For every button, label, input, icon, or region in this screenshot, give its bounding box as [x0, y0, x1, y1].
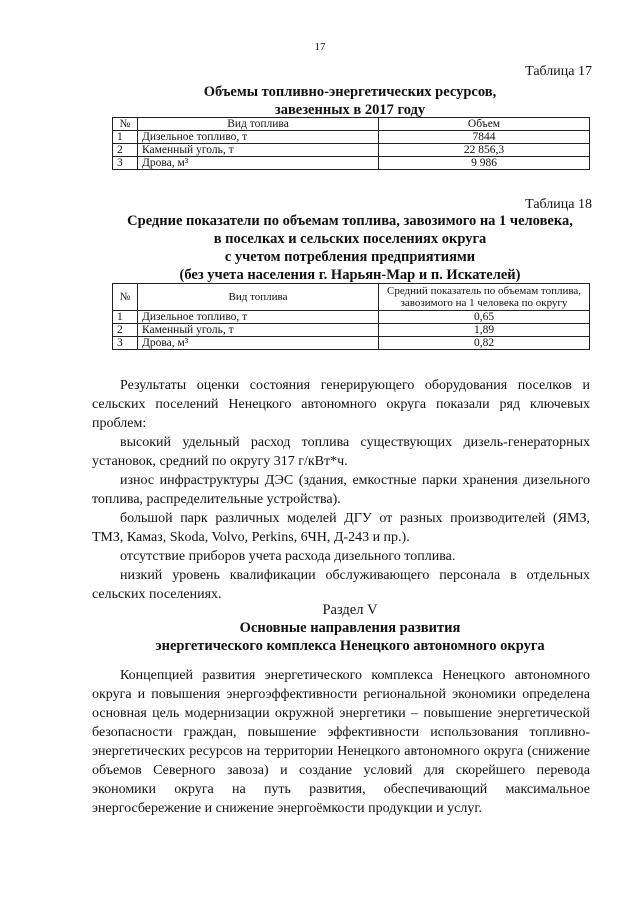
- table18-cell-name: Дрова, м³: [138, 337, 379, 350]
- section-paragraph: Концепцией развития энергетического комплекса Ненецкого автономного округа и повышения энергоэффективности региональной экономики определена основная цель модернизации окружной энергетики – повышение энергетической безопасности граждан, повышение эффективности использования топливно-энергетических ресурсов на территории Ненецкого автономного округа (снижение объемов Северного завоза) и создание условий для скорейшего перевода экономики округа на путь развития, обеспечивающий максимальное энергосбережение и снижение энергоёмкости продукции и услуг.: [92, 668, 590, 816]
- table17-header-volume: Объем: [379, 118, 590, 131]
- table18-cell-num: 3: [113, 337, 138, 350]
- table18-cell-value: 1,89: [379, 324, 590, 337]
- assessment-item: высокий удельный расход топлива существующих дизель-генераторных установок, средний по округу 317 г/кВт*ч.: [92, 435, 590, 469]
- table17-header-num: №: [113, 118, 138, 131]
- table18-cell-name: Каменный уголь, т: [138, 324, 379, 337]
- table17-cell-num: 1: [113, 131, 138, 144]
- table17-cell-value: 7844: [379, 131, 590, 144]
- table-row: [113, 131, 590, 144]
- table-row: [113, 157, 590, 170]
- table17-title-line2: завезенных в 2017 году: [274, 102, 426, 118]
- table17-title-line1: Объемы топливно-энергетических ресурсов,: [203, 84, 497, 100]
- table17-cell-name: Дрова, м³: [138, 157, 379, 170]
- assessment-item: отсутствие приборов учета расхода дизельного топлива.: [120, 549, 456, 564]
- table17-cell-value: 9 986: [379, 157, 590, 170]
- table18-cell-value: 0,65: [379, 311, 590, 324]
- table18-header-num: №: [113, 284, 138, 311]
- table17-cell-value: 22 856,3: [379, 144, 590, 157]
- assessment-item: износ инфраструктуры ДЭС (здания, емкостные парки хранения дизельного топлива, распределительные устройства).: [92, 473, 590, 507]
- table18-title-line4: (без учета населения г. Нарьян-Мар и п. Искателей): [179, 267, 521, 283]
- table18-title-line1: Средние показатели по объемам топлива, завозимого на 1 человека,: [127, 213, 573, 229]
- assessment-item: низкий уровень квалификации обслуживающего персонала в отдельных сельских поселениях.: [92, 568, 590, 602]
- table18-title: [110, 212, 590, 284]
- table17-cell-name: Каменный уголь, т: [138, 144, 379, 157]
- table17-cell-num: 3: [113, 157, 138, 170]
- table18-cell-num: 1: [113, 311, 138, 324]
- table18-cell-name: Дизельное топливо, т: [138, 311, 379, 324]
- table-row: [113, 144, 590, 157]
- table17-header-row: [113, 118, 590, 131]
- table-row: [113, 324, 590, 337]
- page-number: 17: [314, 41, 326, 53]
- section-title-line2: энергетического комплекса Ненецкого автономного округа: [155, 638, 545, 654]
- table17-title: [110, 83, 590, 119]
- table18: [112, 283, 590, 350]
- table18-title-line2: в поселках и сельских поселениях округа: [213, 231, 487, 247]
- table18-cell-value: 0,82: [379, 337, 590, 350]
- table18-header-type: Вид топлива: [138, 284, 379, 311]
- section-heading: Раздел V: [322, 602, 378, 618]
- table17: [112, 117, 590, 170]
- table-row: [113, 311, 590, 324]
- section-title: [110, 619, 590, 655]
- assessment-intro: Результаты оценки состояния генерирующего оборудования поселков и сельских поселений Ненецкого автономного округа показали ряд ключевых проблем:: [92, 378, 590, 431]
- table-row: [113, 337, 590, 350]
- assessment-item: большой парк различных моделей ДГУ от разных производителей (ЯМЗ, ТМЗ, Камаз, Skoda, Volvo, Perkins, 6ЧН, Д-243 и пр.).: [92, 511, 590, 545]
- assessment-block: [92, 376, 590, 604]
- table18-header-row: [113, 284, 590, 311]
- table18-title-line3: с учетом потребления предприятиями: [224, 249, 476, 265]
- table17-label: Таблица 17: [525, 64, 592, 79]
- table17-cell-num: 2: [113, 144, 138, 157]
- table18-cell-num: 2: [113, 324, 138, 337]
- table18-label: Таблица 18: [525, 197, 592, 212]
- section-title-line1: Основные направления развития: [239, 620, 461, 636]
- table17-cell-name: Дизельное топливо, т: [138, 131, 379, 144]
- table17-header-type: Вид топлива: [138, 118, 379, 131]
- table18-header-average: Средний показатель по объемам топлива, завозимого на 1 человека по округу: [379, 284, 590, 311]
